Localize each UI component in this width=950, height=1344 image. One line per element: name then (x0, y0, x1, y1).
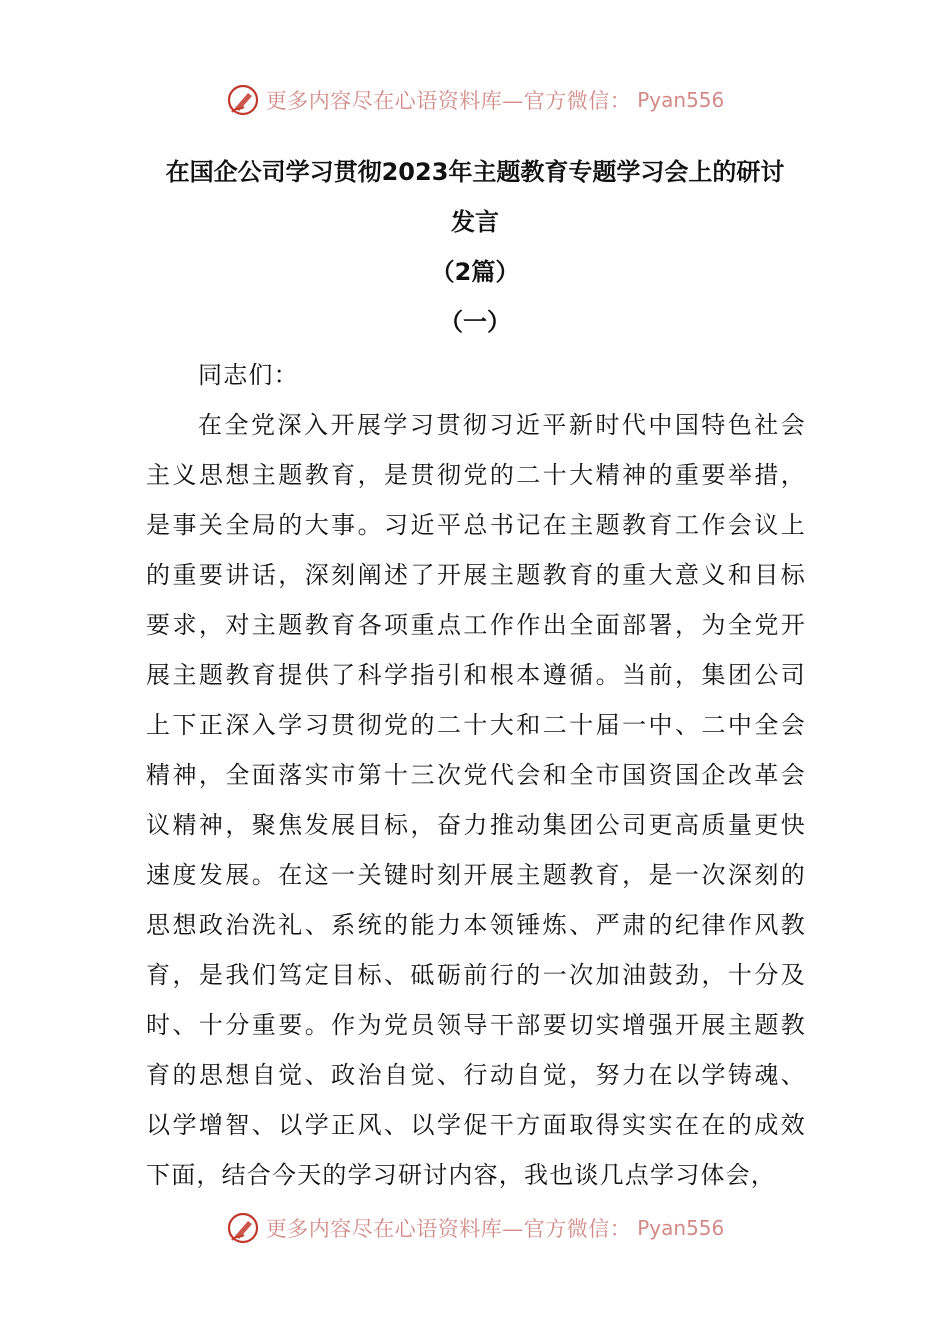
document-count-label: （2篇） (430, 258, 520, 286)
body-line: 议精神，聚焦发展目标，奋力推动集团公司更高质量更快 (146, 811, 806, 839)
body-line: 下面，结合今天的学习研讨内容，我也谈几点学习体会， (146, 1161, 776, 1189)
footer-banner (0, 1208, 950, 1248)
document-title-line-2: 发言 (451, 208, 499, 236)
section-label: （一） (439, 308, 511, 336)
salutation: 同志们： (198, 361, 299, 389)
document-body (146, 350, 806, 1200)
body-line: 思想政治洗礼、系统的能力本领锤炼、严肃的纪律作风教 (146, 911, 806, 939)
body-line: 是事关全局的大事。习近平总书记在主题教育工作会议上 (146, 511, 806, 539)
body-line: 育，是我们笃定目标、砥砺前行的一次加油鼓劲，十分及 (146, 961, 806, 989)
body-line: 展主题教育提供了科学指引和根本遵循。当前，集团公司 (146, 661, 806, 689)
body-line: 以学增智、以学正风、以学促干方面取得实实在在的成效 (146, 1111, 806, 1139)
pen-logo-icon (226, 83, 260, 117)
body-line: 时、十分重要。作为党员领导干部要切实增强开展主题教 (146, 1011, 806, 1039)
footer-banner-text: 更多内容尽在心语资料库—官方微信： (265, 1217, 632, 1241)
body-line: 要求，对主题教育各项重点工作作出全面部署，为全党开 (146, 611, 806, 639)
body-line: 主义思想主题教育，是贯彻党的二十大精神的重要举措， (146, 461, 806, 489)
body-line: 速度发展。在这一关键时刻开展主题教育，是一次深刻的 (146, 861, 806, 889)
header-banner-text: 更多内容尽在心语资料库—官方微信： (265, 89, 632, 113)
header-banner (0, 80, 950, 120)
body-line: 精神，全面落实市第十三次党代会和全市国资国企改革会 (146, 761, 806, 789)
header-wechat-id: Pyan556 (637, 88, 725, 112)
pen-logo-icon (226, 1211, 260, 1245)
body-line: 在全党深入开展学习贯彻习近平新时代中国特色社会 (198, 411, 806, 439)
body-line: 的重要讲话，深刻阐述了开展主题教育的重大意义和目标 (146, 561, 806, 589)
body-line: 上下正深入学习贯彻党的二十大和二十届一中、二中全会 (146, 711, 806, 739)
document-title-line-1: 在国企公司学习贯彻2023年主题教育专题学习会上的研讨 (165, 158, 785, 186)
footer-wechat-id: Pyan556 (637, 1216, 725, 1240)
body-line: 育的思想自觉、政治自觉、行动自觉，努力在以学铸魂、 (146, 1061, 806, 1089)
